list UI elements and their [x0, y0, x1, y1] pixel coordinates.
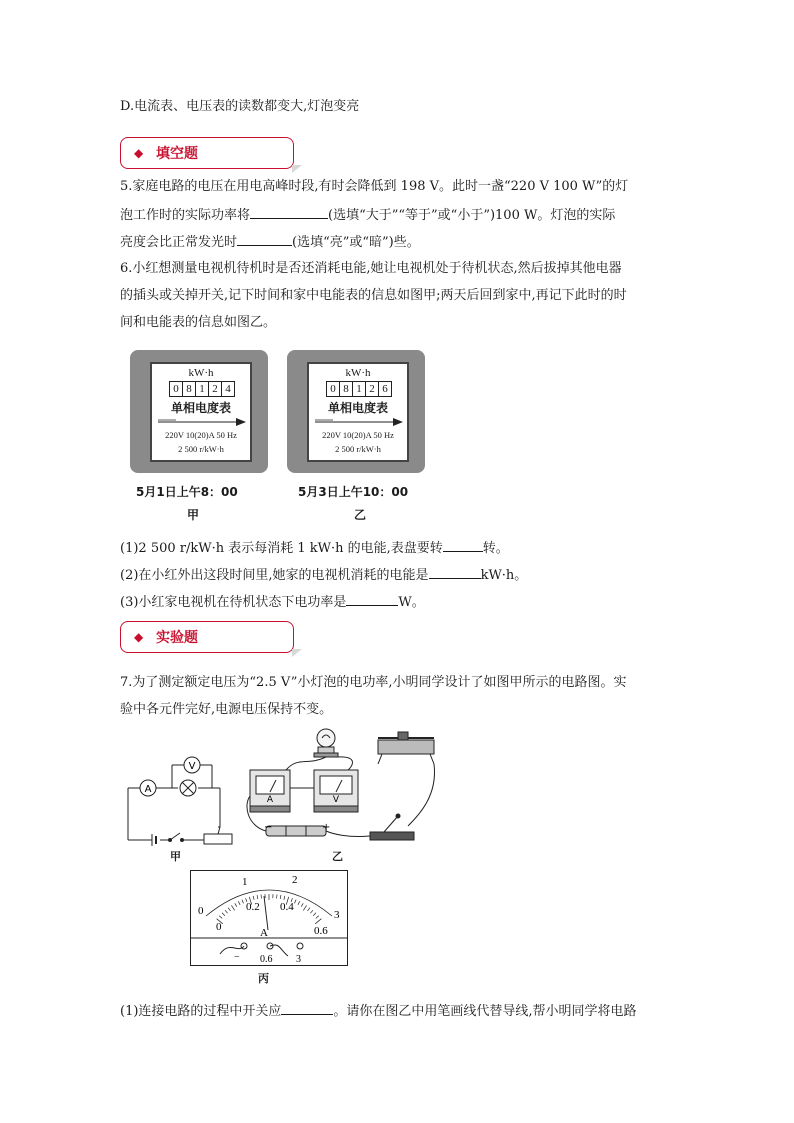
q6-text: (3)小红家电视机在待机状态下电功率是: [120, 595, 347, 610]
ammeter-symbol: A: [266, 795, 274, 805]
voltmeter-symbol: V: [332, 795, 340, 805]
meter-unit: kW·h: [345, 367, 371, 379]
meter-rev: 2 500 r/kW·h: [335, 444, 381, 454]
terminal-3: 3: [296, 954, 301, 965]
figure-label-bing: 丙: [258, 972, 269, 985]
q7-line-2: 验中各元件完好,电源电压保持不变。: [120, 702, 333, 717]
rotation-arrow-icon: [313, 418, 403, 426]
meter-name: 单相电度表: [327, 401, 388, 415]
meter-digit: 8: [339, 381, 353, 397]
dial-unit: A: [260, 927, 268, 939]
dial-bottom-0: 0: [216, 921, 222, 933]
meter-spec: 220V 10(20)A 50 Hz: [322, 430, 394, 440]
meter-digit-decimal: 6: [378, 381, 392, 397]
q6-text: 转。: [482, 541, 509, 556]
section-header-fill: [120, 137, 294, 169]
meter-digit: 0: [169, 381, 183, 397]
q7-text: (1)连接电路的过程中开关应: [120, 1004, 282, 1019]
q6-text: W。: [398, 595, 425, 610]
meter-digit: 2: [365, 381, 379, 397]
energy-meter-jia: [130, 350, 268, 473]
energy-meter-yi: [287, 350, 425, 473]
circuit-diagram-jia: [120, 745, 250, 850]
meter-digit: 1: [352, 381, 366, 397]
meter-digit: 8: [182, 381, 196, 397]
option-d: D.电流表、电压表的读数都变大,灯泡变亮: [120, 99, 360, 114]
q6-text: kW·h。: [480, 568, 528, 583]
meter-digits: [327, 381, 392, 395]
answer-blank[interactable]: [429, 566, 481, 579]
dial-tick: [277, 895, 278, 899]
terminal-06: 0.6: [260, 954, 273, 965]
meter-digit: 2: [208, 381, 222, 397]
meter-label-yi: 乙: [354, 508, 367, 522]
meter-name: 单相电度表: [170, 401, 231, 415]
dial-bottom-04: 0.4: [280, 901, 294, 913]
terminal-minus: −: [234, 952, 240, 963]
q7-text: 。请你在图乙中用笔画线代替导线,帮小明同学将电路: [333, 1004, 637, 1019]
q6-text: (2)在小红外出这段时间里,她家的电视机消耗的电能是: [120, 568, 429, 583]
meter-digit: 0: [326, 381, 340, 397]
answer-blank[interactable]: [346, 593, 398, 606]
q5-text: (选填“大于”“等于”或“小于”)100 W。灯泡的实际: [328, 208, 616, 223]
q7-sub-1: [120, 1002, 637, 1020]
answer-blank[interactable]: [237, 233, 292, 246]
q5-text: (选填“亮”或“暗”)些。: [292, 235, 420, 250]
dial-top-1: 1: [242, 876, 248, 888]
physical-circuit-yi: [238, 726, 448, 851]
ammeter-symbol: A: [144, 784, 152, 795]
battery-minus: −: [264, 822, 273, 833]
meter-rev: 2 500 r/kW·h: [178, 444, 224, 454]
q6-line-3: 间和电能表的信息如图乙。: [120, 315, 277, 330]
answer-blank[interactable]: [281, 1002, 333, 1015]
answer-blank[interactable]: [443, 539, 483, 552]
q5-text: 泡工作时的实际功率将: [120, 208, 251, 223]
meter-spec: 220V 10(20)A 50 Hz: [165, 430, 237, 440]
diamond-icon: ◆: [134, 146, 144, 160]
meter-unit: kW·h: [188, 367, 214, 379]
q5-line-2: [120, 206, 615, 224]
q6-text: (1)2 500 r/kW·h 表示每消耗 1 kW·h 的电能,表盘要转: [120, 541, 443, 556]
dial-top-3: 3: [334, 909, 340, 921]
voltmeter-symbol: V: [188, 761, 196, 772]
q6-sub-2: [120, 566, 527, 584]
meter-time-yi: 5月3日上午10：00: [298, 485, 409, 499]
meter-label-jia: 甲: [187, 508, 200, 522]
meter-digits: [170, 381, 235, 395]
q5-text: 亮度会比正常发光时: [120, 235, 238, 250]
q6-sub-1: [120, 539, 509, 557]
q6-sub-3: [120, 593, 425, 611]
section-header-experiment: [120, 621, 294, 653]
dial-bottom-02: 0.2: [246, 901, 260, 913]
q6-line-1: 6.小红想测量电视机待机时是否还消耗电能,她让电视机处于待机状态,然后拔掉其他电器: [120, 261, 622, 276]
dial-top-2: 2: [292, 874, 298, 886]
q6-line-2: 的插头或关掉开关,记下时间和家中电能表的信息如图甲;两天后回到家中,再记下此时的时: [120, 288, 627, 303]
meter-digit-decimal: 4: [221, 381, 235, 397]
ammeter-dial-bing: [190, 870, 348, 966]
section-title: 填空题: [156, 146, 198, 162]
meter-time-jia: 5月1日上午8：00: [136, 485, 238, 499]
dial-tick: [261, 895, 262, 899]
q5-line-1: 5.家庭电路的电压在用电高峰时段,有时会降低到 198 V。此时一盏“220 V 100 W”的灯: [120, 179, 629, 194]
meter-digit: 1: [195, 381, 209, 397]
q5-line-3: [120, 233, 420, 251]
figure-label-jia: 甲: [170, 850, 181, 863]
answer-blank[interactable]: [250, 206, 328, 219]
rotation-arrow-icon: [156, 418, 246, 426]
battery-plus: +: [322, 822, 331, 833]
dial-top-0: 0: [198, 905, 204, 917]
q7-line-1: 7.为了测定额定电压为“2.5 V”小灯泡的电功率,小明同学设计了如图甲所示的电路图。实: [120, 675, 627, 690]
figure-label-yi: 乙: [332, 850, 343, 863]
section-title: 实验题: [156, 630, 198, 646]
diamond-icon: ◆: [134, 630, 144, 644]
dial-bottom-06: 0.6: [314, 925, 328, 937]
